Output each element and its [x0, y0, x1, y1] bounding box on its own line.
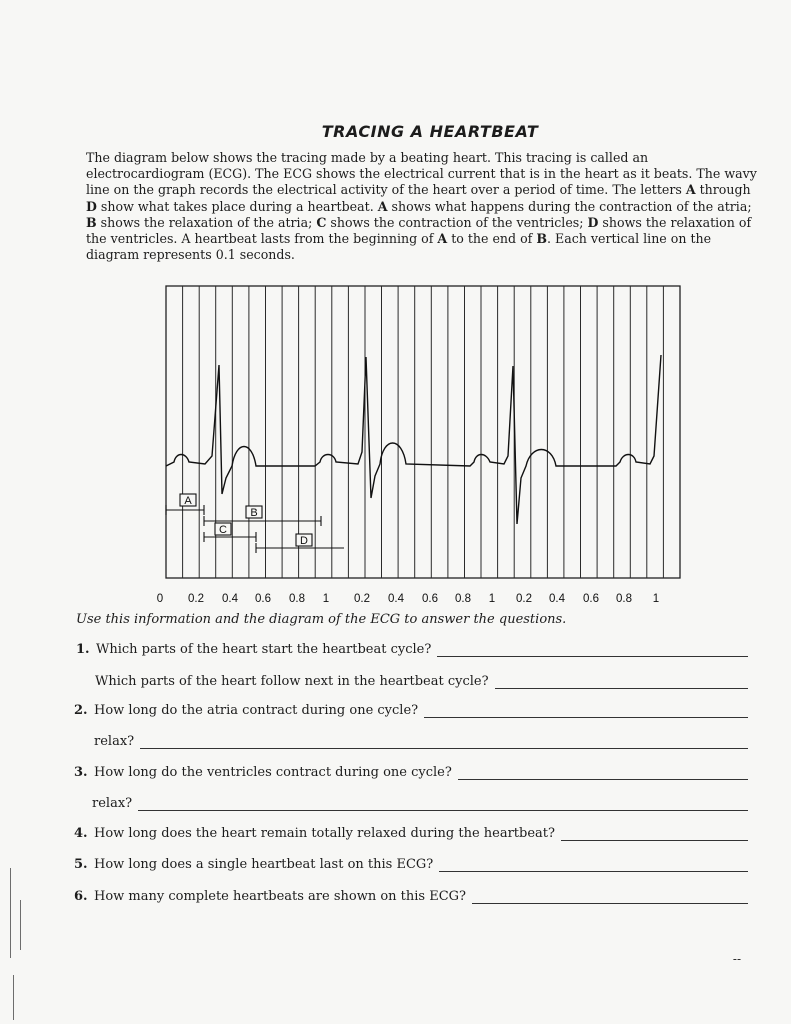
question-text: How long does the heart remain totally relaxed during the heartbeat? — [94, 826, 555, 841]
answer-line[interactable] — [437, 655, 748, 657]
question-row — [74, 826, 748, 841]
answer-line[interactable] — [140, 747, 748, 749]
footer-mark: -- — [732, 952, 741, 966]
answer-line[interactable] — [458, 778, 748, 780]
x-tick-label: 0.4 — [388, 593, 404, 605]
answer-line[interactable] — [424, 716, 748, 718]
x-tick-label: 0.8 — [289, 593, 305, 605]
instruction-text: Use this information and the diagram of the ECG to answer the questions. — [76, 612, 567, 627]
segment-d-label: D — [300, 535, 308, 547]
ecg-grid — [166, 286, 680, 578]
x-tick-label: 0.4 — [549, 593, 565, 605]
answer-line[interactable] — [439, 870, 748, 872]
question-row — [76, 642, 748, 657]
x-tick-label: 1 — [322, 593, 330, 605]
question-row — [74, 857, 748, 872]
segment-markers — [166, 494, 344, 553]
question-row — [74, 703, 748, 718]
segment-a-label: A — [184, 495, 192, 507]
question-number: 5. — [74, 857, 88, 872]
page-title: TRACING A HEARTBEAT — [321, 122, 539, 141]
x-tick-label: 0.8 — [616, 593, 632, 605]
question-row — [74, 889, 748, 904]
x-tick-labels — [157, 593, 659, 605]
x-tick-label: 0.2 — [516, 593, 532, 605]
question-number: 3. — [74, 765, 88, 780]
answer-line[interactable] — [472, 902, 748, 904]
x-tick-label: 0.6 — [255, 593, 271, 605]
x-tick-label: 1 — [488, 593, 496, 605]
question-row — [92, 796, 748, 811]
intro-paragraph: The diagram below shows the tracing made by a beating heart. This tracing is called an electrocardiogram (ECG). The ECG shows the electrical current that is in the heart as it beats. The wavy line on the graph records the electrical activity of the heart over a period of time. The letters A through D show what takes place during a heartbeat. A shows what happens during the contraction of the atria; B shows the relaxation of the atria; C shows the contraction of the ventricles; D shows the relaxation of the ventricles. A heartbeat lasts from the beginning of A to the end of B. Each vertical line on the diagram represents 0.1 seconds. — [86, 150, 757, 263]
question-text: relax? — [92, 796, 133, 811]
question-text: How many complete heartbeats are shown on this ECG? — [94, 889, 467, 904]
scan-mark-left-1 — [10, 868, 11, 958]
question-text: How long do the ventricles contract during one cycle? — [94, 765, 452, 780]
question-row — [95, 674, 748, 689]
answer-line[interactable] — [561, 839, 748, 841]
question-text: Which parts of the heart follow next in the heartbeat cycle? — [95, 674, 489, 689]
x-tick-label: 0.4 — [222, 593, 238, 605]
x-tick-label: 0.6 — [422, 593, 438, 605]
scan-mark-left-3 — [13, 975, 14, 1020]
question-row — [94, 734, 748, 749]
question-number: 4. — [74, 826, 88, 841]
question-text: How long does a single heartbeat last on this ECG? — [94, 857, 434, 872]
question-text: relax? — [94, 734, 135, 749]
question-number: 1. — [76, 642, 90, 657]
question-number: 6. — [74, 889, 88, 904]
question-text: How long do the atria contract during one cycle? — [94, 703, 419, 718]
ecg-trace — [166, 355, 661, 524]
segment-b-label: B — [250, 507, 258, 519]
x-tick-label: 0.8 — [455, 593, 471, 605]
answer-line[interactable] — [138, 809, 748, 811]
ecg-grid-frame — [166, 286, 680, 578]
question-number: 2. — [74, 703, 88, 718]
scan-mark-left-2 — [20, 900, 21, 950]
x-tick-label: 0.6 — [583, 593, 599, 605]
x-tick-label: 0 — [156, 593, 164, 605]
question-row — [74, 765, 748, 780]
x-tick-label: 0.2 — [188, 593, 204, 605]
x-tick-label: 1 — [652, 593, 660, 605]
x-tick-label: 0.2 — [354, 593, 370, 605]
answer-line[interactable] — [495, 687, 748, 689]
question-text: Which parts of the heart start the heartbeat cycle? — [96, 642, 432, 657]
segment-c-label: C — [219, 524, 227, 536]
